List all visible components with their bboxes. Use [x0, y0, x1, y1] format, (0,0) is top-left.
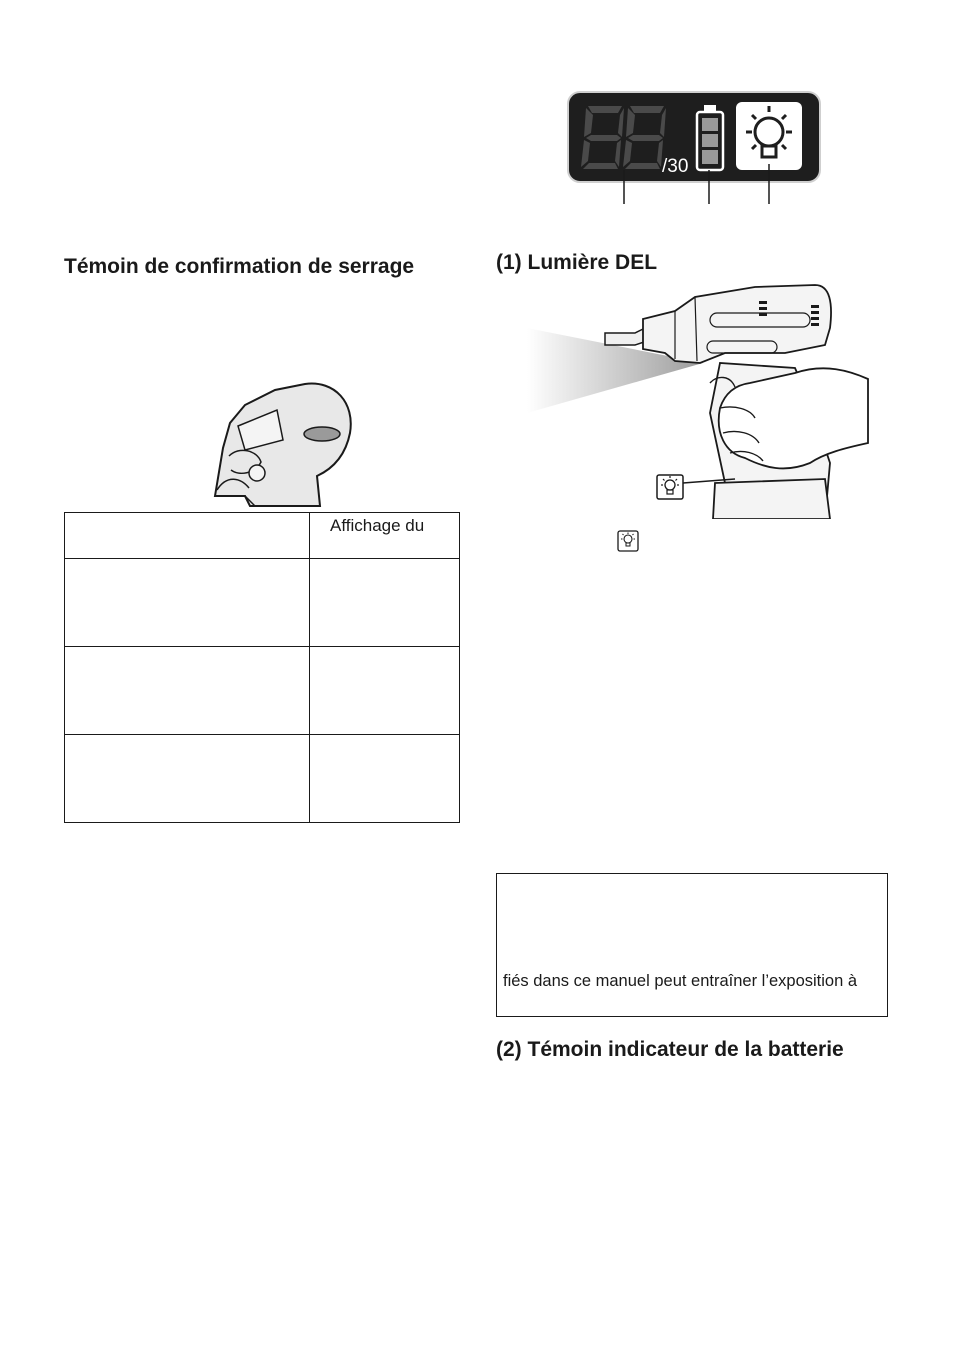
section-heading-tightening-confirmation: Témoin de confirmation de serrage — [64, 255, 415, 278]
display-suffix: /30 — [662, 156, 689, 177]
light-button-icon — [617, 530, 639, 552]
drill-led-illustration — [525, 283, 870, 519]
table-cell — [65, 559, 310, 647]
table-header-cell-left — [65, 513, 310, 559]
table-cell — [65, 735, 310, 823]
tool-head-illustration — [205, 378, 355, 508]
tightening-indicator-table — [64, 512, 460, 823]
table-cell — [310, 735, 460, 823]
note-text-line: fiés dans ce manuel peut entraîner l’exposition à — [503, 972, 858, 990]
table-cell — [310, 559, 460, 647]
table-row — [65, 735, 460, 823]
table-row — [65, 559, 460, 647]
light-bulb-icon — [736, 102, 802, 170]
table-header-row — [65, 513, 460, 559]
table-header-cell-display: Affichage du — [310, 513, 460, 559]
table-cell — [65, 647, 310, 735]
display-panel-illustration — [566, 90, 822, 208]
table-cell — [310, 647, 460, 735]
warning-note-box — [496, 873, 888, 1017]
section-heading-battery-indicator: (2) Témoin indicateur de la batterie — [496, 1038, 844, 1061]
table-row — [65, 647, 460, 735]
section-heading-led-light: (1) Lumière DEL — [496, 251, 658, 274]
